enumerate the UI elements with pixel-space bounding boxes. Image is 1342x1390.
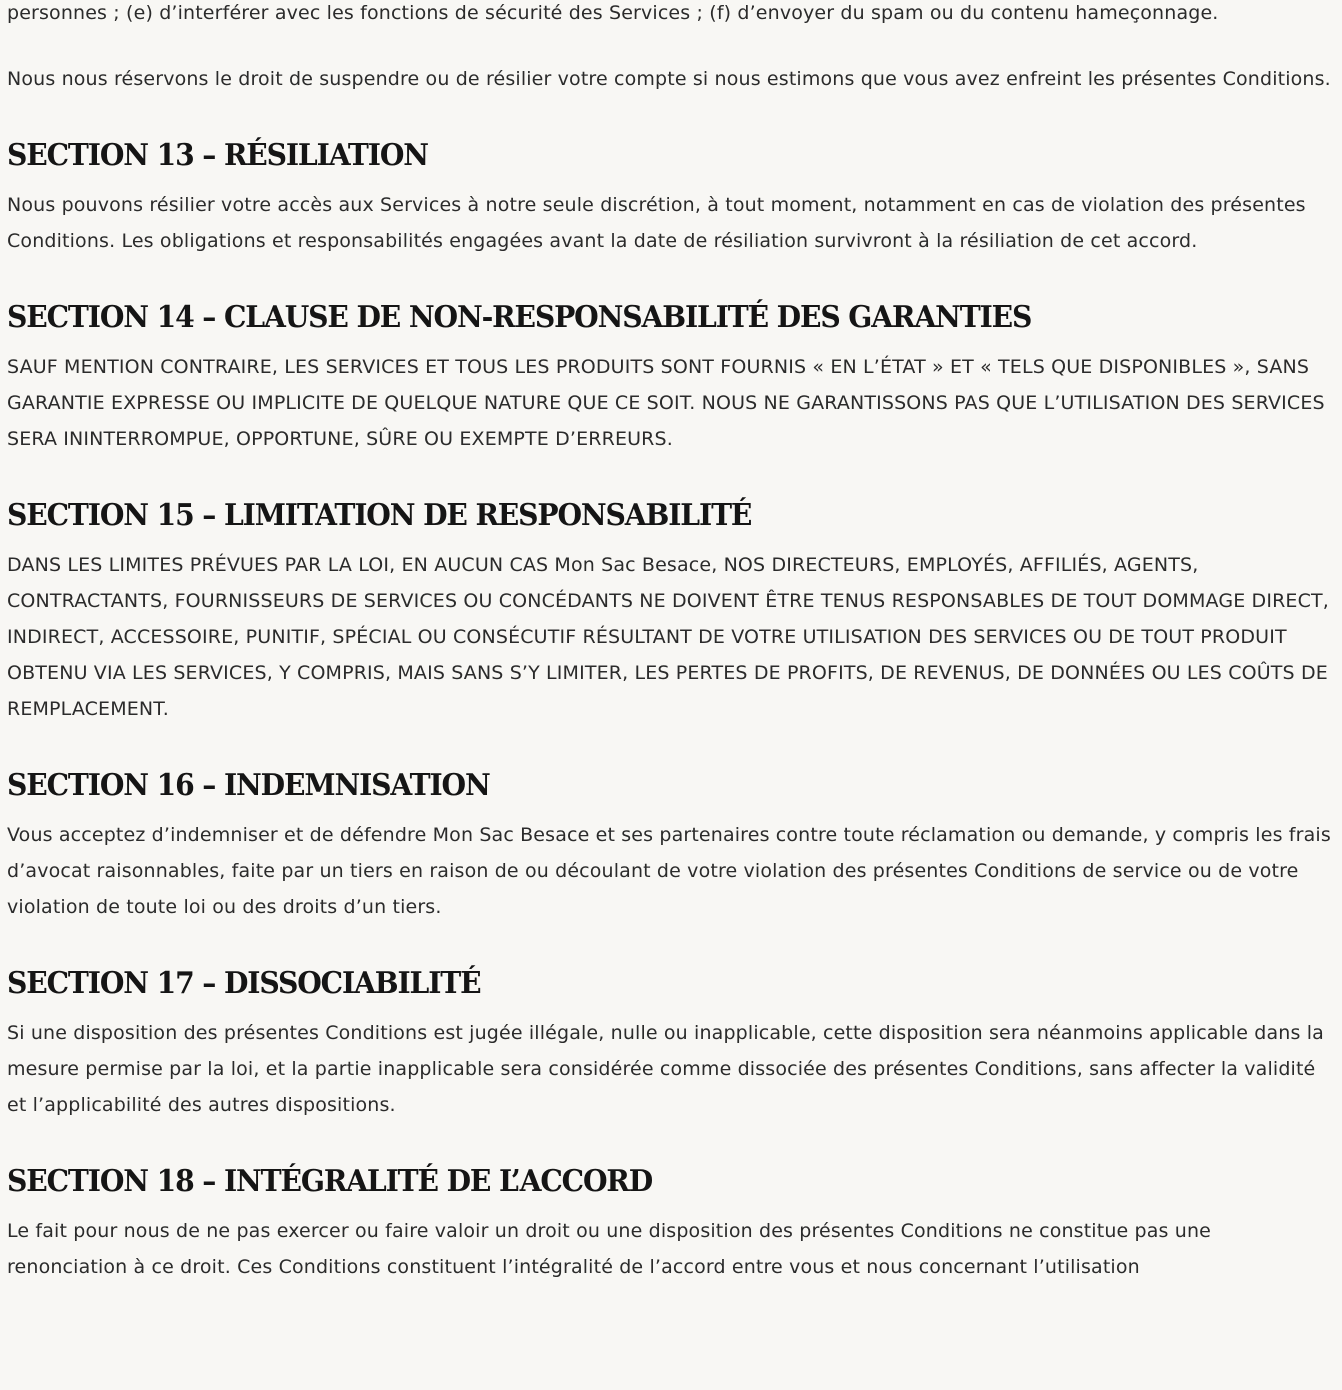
section-text: DANS LES LIMITES PRÉVUES PAR LA LOI, EN AUCUN CAS Mon Sac Besace, NOS DIRECTEURS, EMPLOYÉS, AFFILIÉS, AGENTS, CONTRACTANTS, FOURNISSEURS DE SERVICES OU CONCÉDANTS NE DOIVENT ÊTRE TENUS RESPONSABLES DE TOUT DOMMAGE DIRECT, INDIRECT, ACCESSOIRE, PUNITIF, SPÉCIAL OU CONSÉCUTIF RÉSULTANT DE VOTRE UTILISATION DES SERVICES OU DE TOUT PRODUIT OBTENU VIA LES SERVICES, Y COMPRIS, MAIS SANS S’Y LIMITER, LES PERTES DE PROFITS, DE REVENUS, DE DONNÉES OU LES COÛTS DE REMPLACEMENT. bbox=[7, 554, 1329, 720]
section-heading: SECTION 15 – LIMITATION DE RESPONSABILITÉ bbox=[7, 498, 752, 533]
section-16 bbox=[7, 767, 1337, 925]
section-text: Si une disposition des présentes Conditions est jugée illégale, nulle ou inapplicable, cette disposition sera néanmoins applicable dans la mesure permise par la loi, et la partie inapplicable sera considérée comme dissociée des présentes Conditions, sans affecter la validité et l’applicabilité des autres dispositions. bbox=[7, 1022, 1324, 1116]
section-17 bbox=[7, 965, 1337, 1123]
section-heading: SECTION 18 – INTÉGRALITÉ DE L’ACCORD bbox=[7, 1164, 653, 1199]
section-heading: SECTION 14 – CLAUSE DE NON-RESPONSABILITÉ DES GARANTIES bbox=[7, 300, 1032, 335]
section-text: Vous acceptez d’indemniser et de défendre Mon Sac Besace et ses partenaires contre toute réclamation ou demande, y compris les frais d’avocat raisonnables, faite par un tiers en raison de ou découlant de votre violation des présentes Conditions de service ou de votre violation de toute loi ou des droits d’un tiers. bbox=[7, 824, 1331, 918]
section-heading: SECTION 16 – INDEMNISATION bbox=[7, 768, 490, 803]
section-heading: SECTION 13 – RÉSILIATION bbox=[7, 138, 428, 173]
section-heading: SECTION 17 – DISSOCIABILITÉ bbox=[7, 966, 481, 1001]
section-14 bbox=[7, 299, 1337, 457]
intro-paragraph-2: Nous nous réservons le droit de suspendre ou de résilier votre compte si nous estimons que vous avez enfreint les présentes Conditions. bbox=[7, 68, 1331, 90]
section-text: Nous pouvons résilier votre accès aux Services à notre seule discrétion, à tout moment, notamment en cas de violation des présentes Conditions. Les obligations et responsabilités engagées avant la date de résiliation survivront à la résiliation de cet accord. bbox=[7, 194, 1306, 252]
intro-paragraph-1: personnes ; (e) d’interférer avec les fonctions de sécurité des Services ; (f) d’envoyer du spam ou du contenu hameçonnage. bbox=[7, 2, 1219, 24]
section-text: SAUF MENTION CONTRAIRE, LES SERVICES ET TOUS LES PRODUITS SONT FOURNIS « EN L’ÉTAT » ET « TELS QUE DISPONIBLES », SANS GARANTIE EXPRESSE OU IMPLICITE DE QUELQUE NATURE QUE CE SOIT. NOUS NE GARANTISSONS PAS QUE L’UTILISATION DES SERVICES SERA ININTERROMPUE, OPPORTUNE, SÛRE OU EXEMPTE D’ERREURS. bbox=[7, 356, 1325, 450]
section-15 bbox=[7, 497, 1337, 727]
section-18 bbox=[7, 1163, 1337, 1285]
section-13 bbox=[7, 137, 1337, 259]
terms-content bbox=[7, 0, 1337, 1285]
section-text: Le fait pour nous de ne pas exercer ou faire valoir un droit ou une disposition des présentes Conditions ne constitue pas une renonciation à ce droit. Ces Conditions constituent l’intégralité de l’accord entre vous et nous concernant l’utilisation bbox=[7, 1220, 1212, 1278]
